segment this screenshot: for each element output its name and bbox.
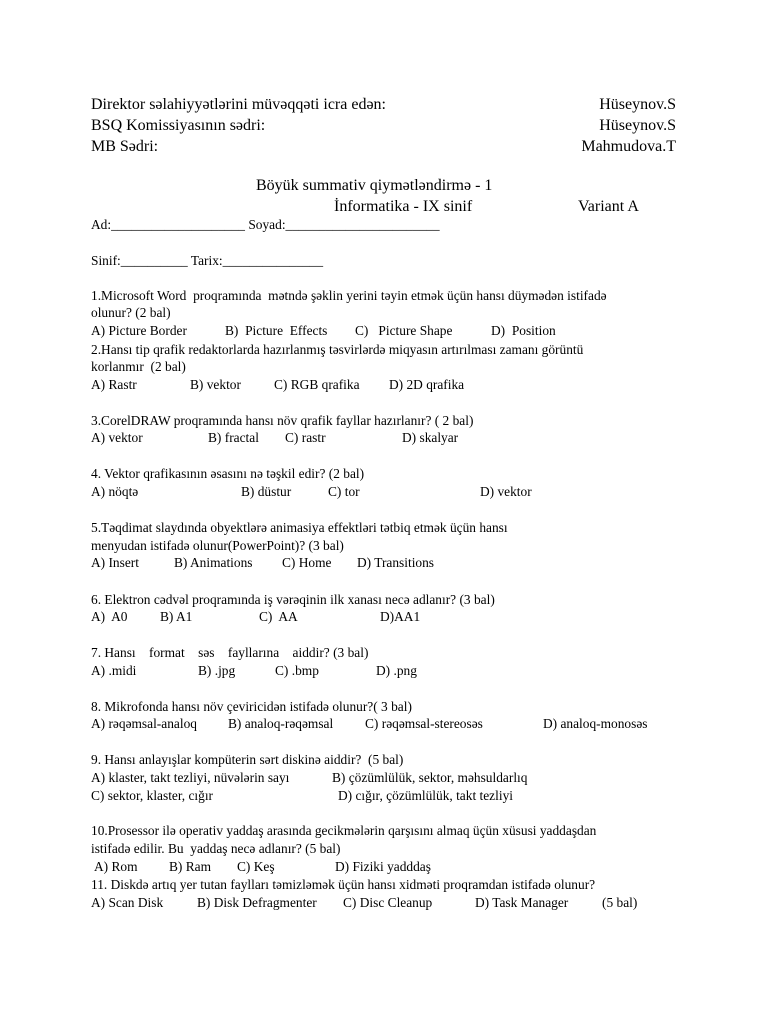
exam-subject: İnformatika - IX sinif <box>334 198 473 215</box>
question-3-line-1: 3.CorelDRAW proqramında hansı növ qrafik fayllar hazırlanır? ( 2 bal) <box>91 413 474 428</box>
question-6-option-b: B) A1 <box>160 609 193 624</box>
class-date-field: Sinif:__________ Tarix:_______________ <box>91 253 324 268</box>
header-label-director: Direktor səlahiyyətlərini müvəqqəti icra edən: <box>91 96 386 113</box>
question-3-option-c: C) rastr <box>285 430 326 445</box>
question-1-line-1: 1.Microsoft Word proqramında mətndə şəklin yerini təyin etmək üçün hansı düymədən istifadə <box>91 288 607 303</box>
question-10-line-1: 10.Prosessor ilə operativ yaddaş arasında gecikmələrin qarşısını almaq üçün xüsusi yaddaşdan <box>91 823 597 838</box>
question-11-option-d: D) Task Manager <box>475 895 569 910</box>
exam-title: Böyük summativ qiymətləndirmə - 1 <box>256 177 493 194</box>
question-2-option-a: A) Rastr <box>91 377 137 392</box>
question-10-option-b: B) Ram <box>169 859 212 874</box>
question-7-option-c: C) .bmp <box>275 663 319 678</box>
question-7-option-a: A) .midi <box>91 663 137 678</box>
question-8-option-c: C) rəqəmsal-stereosəs <box>365 716 483 731</box>
question-5-line-1: 5.Təqdimat slaydında obyektlərə animasiya effektləri tətbiq etmək üçün hansı <box>91 520 508 535</box>
question-7-line-1: 7. Hansı format səs fayllarına aiddir? (3 bal) <box>91 645 369 660</box>
question-3-option-d: D) skalyar <box>402 430 459 445</box>
question-9-option-c: C) sektor, klaster, cığır <box>91 788 214 803</box>
question-2-option-d: D) 2D qrafika <box>389 377 465 392</box>
question-9-option-a: A) klaster, takt tezliyi, nüvələrin sayı <box>91 770 290 785</box>
question-5-option-c: C) Home <box>282 555 332 570</box>
question-1-option-d: D) Position <box>491 323 556 338</box>
question-10-option-c: C) Keş <box>237 859 275 874</box>
question-4-option-a: A) nöqtə <box>91 484 139 499</box>
question-11-option-b: B) Disk Defragmenter <box>197 895 317 910</box>
question-5-option-d: D) Transitions <box>357 555 435 570</box>
question-11-line-1: 11. Diskdə artıq yer tutan faylları təmizləmək üçün hansı xidməti proqramdan istifadə olunur? <box>91 877 596 892</box>
question-10-option-d: D) Fiziki yadddaş <box>335 859 431 874</box>
question-1-option-b: B) Picture Effects <box>225 323 328 338</box>
question-4-option-b: B) düstur <box>241 484 292 499</box>
question-8-option-d: D) analoq-monosəs <box>543 716 648 731</box>
question-7-option-b: B) .jpg <box>198 663 236 678</box>
question-2-line-2: korlanmır (2 bal) <box>91 359 186 374</box>
question-8-option-b: B) analoq-rəqəmsal <box>228 716 334 731</box>
question-10-option-a: A) Rom <box>94 859 138 874</box>
question-6-line-1: 6. Elektron cədvəl proqramında iş vərəqinin ilk xanası necə adlanır? (3 bal) <box>91 592 495 607</box>
header-name-bsq: Hüseynov.S <box>599 117 676 134</box>
header-label-bsq: BSQ Komissiyasının sədri: <box>91 117 266 134</box>
question-1-option-c: C) Picture Shape <box>355 323 453 338</box>
question-6-option-d: D)AA1 <box>380 609 421 624</box>
question-6-option-a: A) A0 <box>91 609 128 624</box>
name-surname-field: Ad:____________________ Soyad:_______________________ <box>91 217 440 232</box>
question-2-line-1: 2.Hansı tip qrafik redaktorlarda hazırlanmış təsvirlərdə miqyasın artırılması zamanı görüntü <box>91 342 584 357</box>
question-2-option-b: B) vektor <box>190 377 241 392</box>
question-11-points: (5 bal) <box>602 895 638 910</box>
question-9-option-b: B) çözümlülük, sektor, məhsuldarlıq <box>332 770 528 785</box>
question-8-option-a: A) rəqəmsal-analoq <box>91 716 197 731</box>
question-3-option-b: B) fractal <box>208 430 259 445</box>
question-4-option-c: C) tor <box>328 484 360 499</box>
question-5-option-a: A) Insert <box>91 555 139 570</box>
header-label-mb: MB Sədri: <box>91 138 159 155</box>
exam-variant: Variant A <box>578 198 639 215</box>
header-name-mb: Mahmudova.T <box>581 138 676 155</box>
question-1-line-2: olunur? (2 bal) <box>91 305 171 320</box>
question-8-line-1: 8. Mikrofonda hansı növ çeviricidən istifadə olunur?( 3 bal) <box>91 699 412 714</box>
question-5-line-2: menyudan istifadə olunur(PowerPoint)? (3 bal) <box>91 538 344 553</box>
question-2-option-c: C) RGB qrafika <box>274 377 360 392</box>
header-name-director: Hüseynov.S <box>599 96 676 113</box>
question-6-option-c: C) AA <box>259 609 298 624</box>
question-5-option-b: B) Animations <box>174 555 253 570</box>
question-4-line-1: 4. Vektor qrafikasının əsasını nə təşkil edir? (2 bal) <box>91 466 365 481</box>
question-11-option-c: C) Disc Cleanup <box>343 895 433 910</box>
question-9-line-1: 9. Hansı anlayışlar kompüterin sərt diskinə aiddir? (5 bal) <box>91 752 404 767</box>
question-4-option-d: D) vektor <box>480 484 532 499</box>
question-3-option-a: A) vektor <box>91 430 143 445</box>
question-7-option-d: D) .png <box>376 663 417 678</box>
question-11-option-a: A) Scan Disk <box>91 895 164 910</box>
question-1-option-a: A) Picture Border <box>91 323 187 338</box>
question-10-line-2: istifadə edilir. Bu yaddaş necə adlanır? (5 bal) <box>91 841 341 856</box>
question-9-option-d: D) cığır, çözümlülük, takt tezliyi <box>338 788 513 803</box>
